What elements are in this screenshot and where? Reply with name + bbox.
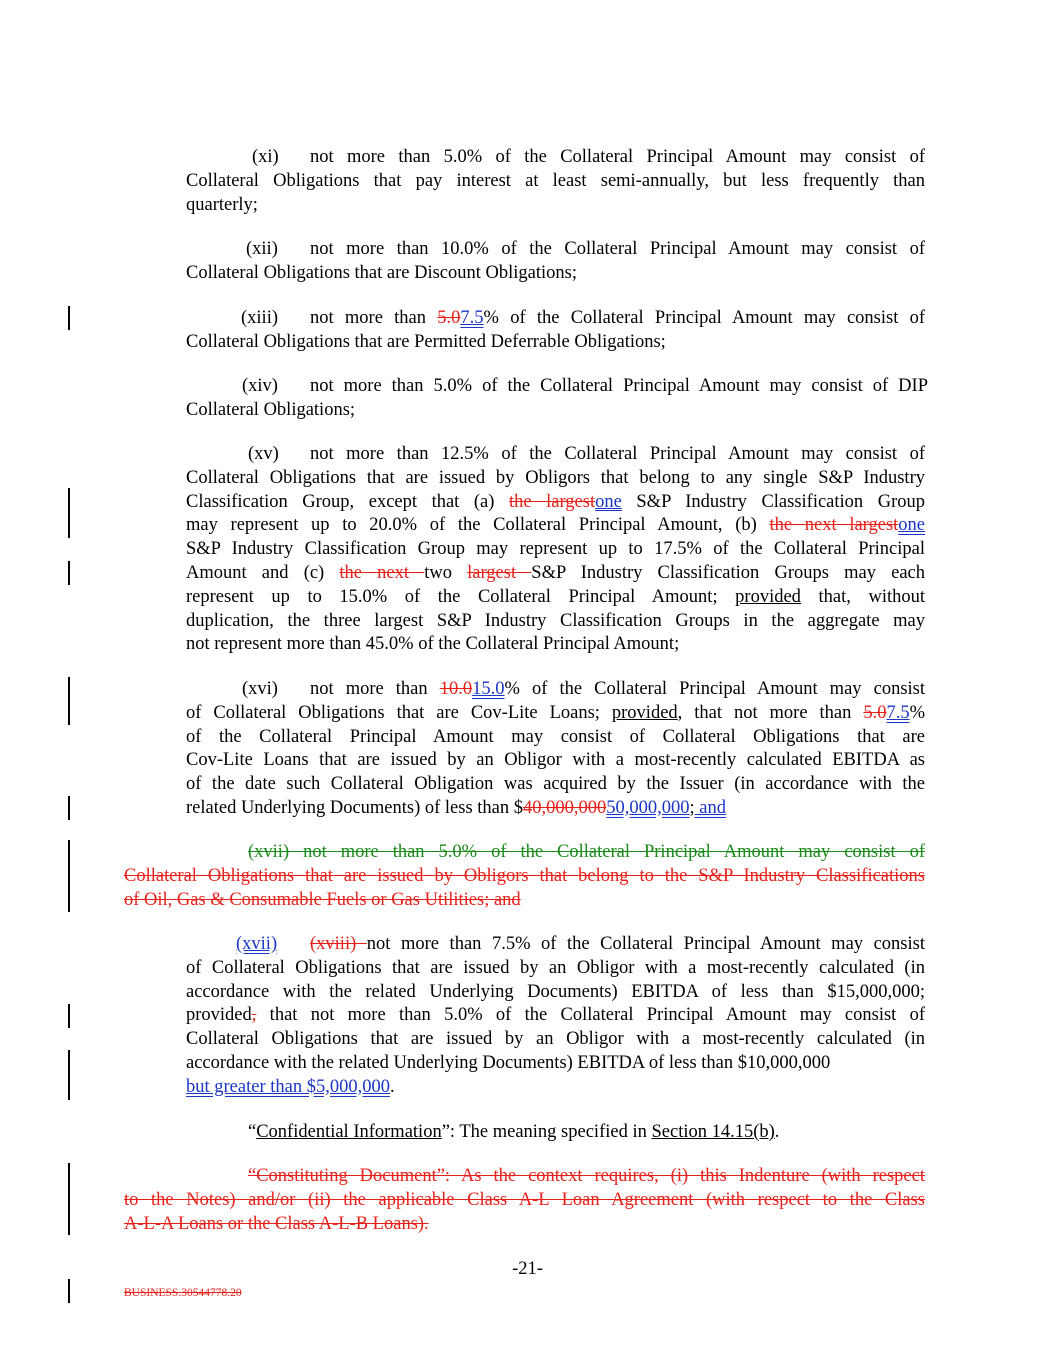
change-bar (68, 561, 70, 585)
inserted-text: 7.5 (886, 702, 910, 723)
deleted-text: “Constituting Document”: As the context requires, (i) this Indenture (with respect (248, 1166, 925, 1186)
change-bar (68, 677, 70, 725)
clause-text: not more than 10.0% of the Collateral Principal Amount may consist of (310, 239, 925, 259)
deleted-text: the largest (508, 491, 596, 512)
inserted-text: but greater than $5,000,000 (186, 1076, 390, 1097)
inserted-text: 15.0 (472, 679, 505, 699)
change-bar (68, 1050, 70, 1100)
definition-confidential-information: “Confidential Information”: The meaning specified in Section 14.15(b). (248, 1122, 780, 1142)
inserted-text: 50,000,000 (606, 797, 690, 818)
deleted-definition-constituting-document (124, 1165, 925, 1236)
clause-number: (xiv) (242, 376, 278, 396)
deleted-text: (xviii) (310, 934, 367, 954)
deleted-text: largest (467, 562, 532, 583)
deleted-text: 10.0 (439, 679, 473, 699)
clause-xi (186, 146, 925, 217)
deleted-text: (xvii) not more than 5.0% of the Collateral Principal Amount may consist of (248, 842, 925, 862)
deleted-text: the next largest (769, 515, 899, 536)
change-bar (68, 306, 70, 330)
deleted-text: 5.0 (437, 308, 461, 328)
defined-term: Confidential Information (256, 1122, 442, 1142)
clause-text: not more than 5.0% of the Collateral Principal Amount may consist of (310, 147, 925, 167)
clause-number: (xii) (246, 239, 278, 259)
change-bar (68, 1004, 70, 1028)
change-bar (68, 796, 70, 820)
clause-xiii: (xiii) not more than 5.07.5% of the Collateral Principal Amount may consist of Collateral Obligations that are Permitted Deferrable Obligations; (186, 307, 925, 355)
deleted-text: to the Notes) and/or (ii) the applicable Class A-L Loan Agreement (with respect to the Class (124, 1189, 925, 1210)
document-id: BUSINESS.30544778.20 (124, 1287, 242, 1299)
clause-text: Collateral Obligations; (186, 399, 356, 420)
inserted-text: (xvii) (236, 934, 278, 954)
clause-xii (186, 238, 925, 286)
clause-number: (xv) (248, 444, 279, 464)
clause-xiv (186, 375, 928, 423)
inserted-text: 7.5 (460, 308, 484, 328)
change-bar (68, 1163, 70, 1235)
defined-term: provided (735, 586, 801, 607)
deleted-text: Collateral Obligations that are issued by Obligors that belong to the S&P Industry Classifications (124, 865, 925, 886)
clause-text: Collateral Obligations that pay interest at least semi-annually, but less frequently than (186, 170, 925, 191)
page-number: -21- (512, 1259, 543, 1279)
inserted-text: and (694, 797, 727, 818)
section-reference: Section 14.15(b) (651, 1122, 775, 1142)
deleted-text: 40,000,000 (523, 797, 607, 818)
deleted-text: A-L-A Loans or the Class A-L-B Loans). (124, 1213, 429, 1234)
clause-text: quarterly; (186, 194, 258, 215)
deleted-text: of Oil, Gas & Consumable Fuels or Gas Utilities; and (124, 889, 521, 910)
clause-xv: (xv) not more than 12.5% of the Collateral Principal Amount may consist of Collateral Obligations that are issued by Obligors that belong to any single S&P Industry Classification Group, except that (a) the largestone S&P Industry Classification Group may represent up to 20.0% of the Collateral Principal Amount, (b) the next largestone S&P Industry Classification Group may represent up to 17.5% of the Collateral Principal Amount and (c) the next two largest S&P Industry Classification Groups may each represent up to 15.0% of the Collateral Principal Amount; provided that, without duplication, the three largest S&P Industry Classification Groups in the aggregate may not represent more than 45.0% of the Collateral Principal Amount; (186, 444, 926, 655)
clause-text: Collateral Obligations that are Discount Obligations; (186, 262, 577, 283)
defined-term: provided (611, 702, 678, 723)
deleted-clause-xvii (124, 841, 925, 912)
deleted-text: the next (339, 562, 425, 583)
deleted-text: 5.0 (863, 702, 887, 723)
change-bar (68, 488, 70, 538)
clause-number: (xvi) (242, 679, 278, 699)
clause-number: (xi) (252, 147, 279, 167)
deleted-text: , (251, 1005, 257, 1026)
change-bar (68, 1279, 70, 1303)
clause-xvii: (xvii) (xviii) not more than 7.5% of the Collateral Principal Amount may consist of Collateral Obligations that are issued by an Obligor with a most-recently calculated (in accordance with the related Underlying Documents) EBITDA of less than $15,000,000; provided, that not more than 5.0% of the Collateral Principal Amount may consist of Collateral Obligations that are issued by an Obligor with a most-recently calculated (in accordance with the related Underlying Documents) EBITDA of less than $10,000,000 but greater than $5,000,000. (186, 934, 925, 1097)
clause-text: not more than 5.0% of the Collateral Principal Amount may consist of DIP (310, 376, 928, 396)
clause-text: Collateral Obligations that are Permitted Deferrable Obligations; (186, 331, 666, 352)
inserted-text: one (898, 515, 926, 536)
change-bar (68, 840, 70, 912)
clause-xvi: (xvi) not more than 10.015.0% of the Collateral Principal Amount may consist of Collateral Obligations that are Cov-Lite Loans; provided, that not more than 5.07.5% of the Collateral Principal Amount may consist of Collateral Obligations that are Cov-Lite Loans that are issued by an Obligor with a most-recently calculated EBITDA as of the date such Collateral Obligation was acquired by the Issuer (in accordance with the related Underlying Documents) of less than $40,000,00050,000,000; and (186, 679, 926, 818)
clause-number: (xiii) (241, 308, 278, 328)
inserted-text: one (595, 491, 622, 512)
